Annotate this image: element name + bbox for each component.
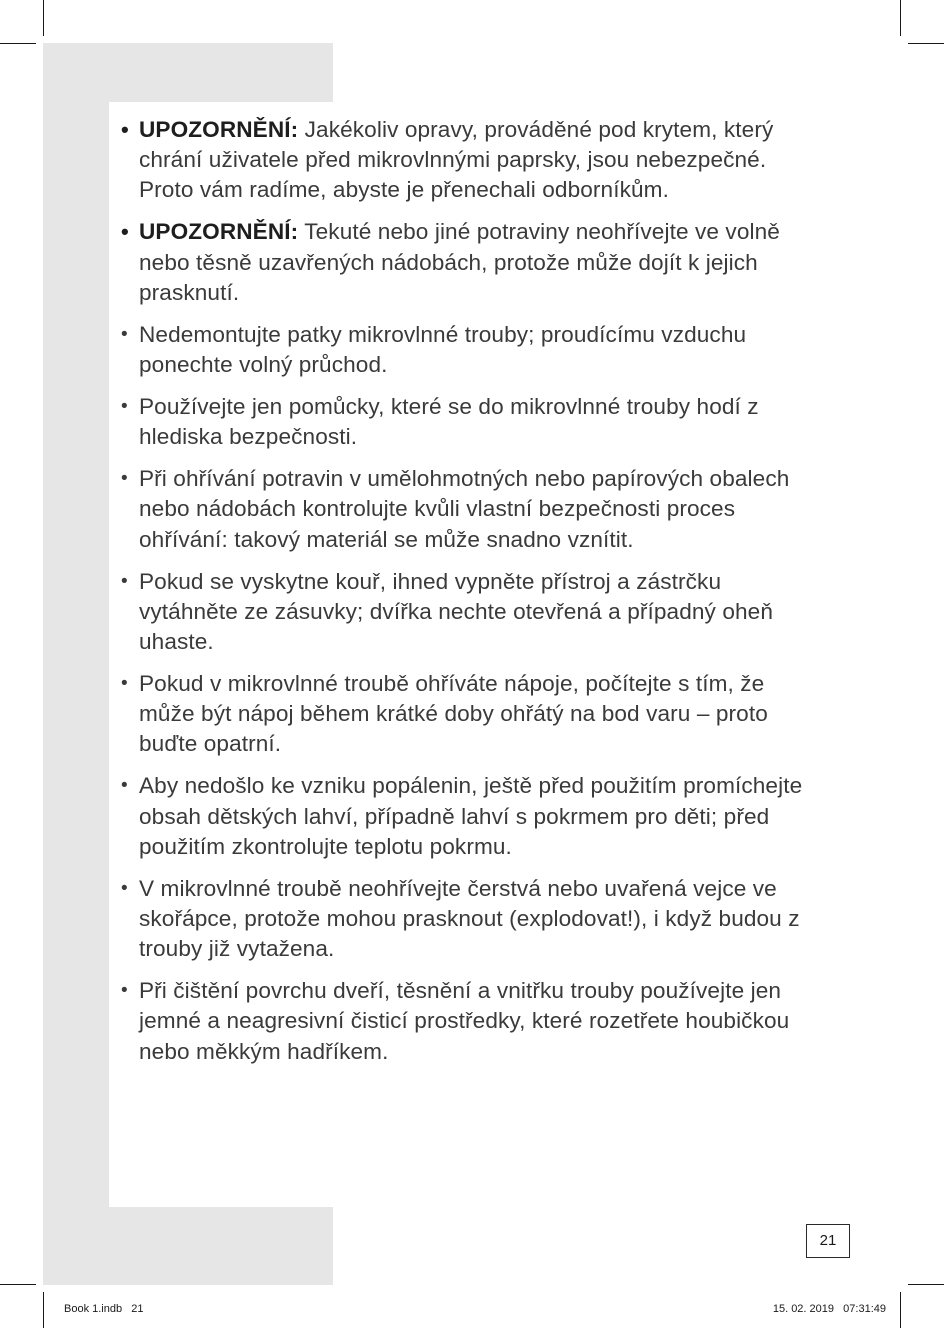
crop-mark: [908, 43, 944, 44]
item-text: Tekuté nebo jiné potraviny neohřívejte ve volně nebo těsně uzavřených nádobách, protože může dojít k jejich prasknutí.: [139, 219, 780, 305]
bullet: •: [121, 396, 128, 418]
bullet: •: [121, 673, 128, 695]
item-text: Nedemontujte patky mikrovlnné trouby; proudícímu vzduchu ponechte volný průchod.: [139, 321, 747, 378]
bullet: •: [121, 468, 128, 490]
item-text: Pokud v mikrovlnné troubě ohříváte nápoje, počítejte s tím, že může být nápoj během krátké doby ohřátý na bod varu – proto buďte opatrní.: [139, 671, 768, 757]
crop-mark: [0, 43, 36, 44]
item-text: Jakékoliv opravy, prováděné pod krytem, který chrání uživatele před mikrovlnnými paprsky, jsou nebezpečné. Proto vám radíme, abyste je přenechali odborníkům.: [139, 117, 774, 203]
list-item: [120, 567, 820, 658]
bullet: •: [121, 323, 128, 345]
instruction-list: [120, 115, 820, 1067]
bullet: •: [121, 775, 128, 797]
list-item: [120, 464, 820, 555]
warning-label: UPOZORNĚNÍ:: [139, 219, 299, 245]
bullet: •: [121, 980, 128, 1002]
list-item: [120, 669, 820, 760]
bullet: •: [121, 570, 128, 592]
item-text: Používejte jen pomůcky, které se do mikrovlnné trouby hodí z hlediska bezpečnosti.: [139, 394, 759, 450]
bullet: •: [121, 877, 128, 899]
safety-instructions: [120, 115, 820, 1079]
footer-datetime-slug: 15. 02. 2019 07:31:49: [772, 1303, 886, 1315]
crop-mark: [900, 1292, 901, 1328]
item-text: Při ohřívání potravin v umělohmotných nebo papírových obalech nebo nádobách kontrolujte kvůli vlastní bezpečnosti proces ohřívání: takový materiál se může snadno vznítit.: [139, 466, 790, 552]
item-text: Při čištění povrchu dveří, těsnění a vnitřku trouby používejte jen jemné a neagresivní čisticí prostředky, které rozetřete houbičkou nebo měkkým hadříkem.: [139, 978, 790, 1064]
bullet: •: [121, 219, 129, 245]
list-item: [120, 320, 820, 380]
crop-mark: [43, 1292, 44, 1328]
list-item: [120, 976, 820, 1067]
list-item: [120, 392, 820, 452]
warning-label: UPOZORNĚNÍ:: [139, 117, 299, 142]
crop-mark: [900, 0, 901, 36]
item-text: V mikrovlnné troubě neohřívejte čerstvá nebo uvařená vejce ve skořápce, protože mohou prasknout (explodovat!), i když budou z trouby již vytažena.: [139, 875, 800, 962]
item-text: Pokud se vyskytne kouř, ihned vypněte přístroj a zástrčku vytáhněte ze zásuvky; dvířka nechte otevřená a případný oheň uhaste.: [139, 568, 773, 655]
list-item: [120, 771, 820, 862]
crop-mark: [908, 1284, 944, 1285]
crop-mark: [43, 0, 44, 36]
footer-file-slug: Book 1.indb 21: [64, 1303, 144, 1315]
list-item: [120, 874, 820, 965]
list-item: [120, 115, 820, 206]
item-text: Aby nedošlo ke vzniku popálenin, ještě před použitím promíchejte obsah dětských lahví, případně lahví s pokrmem pro děti; před použitím zkontrolujte teplotu pokrmu.: [139, 773, 803, 859]
bullet: •: [121, 117, 129, 142]
list-item: [120, 217, 820, 308]
crop-mark: [0, 1284, 36, 1285]
page-number: 21: [806, 1224, 850, 1258]
